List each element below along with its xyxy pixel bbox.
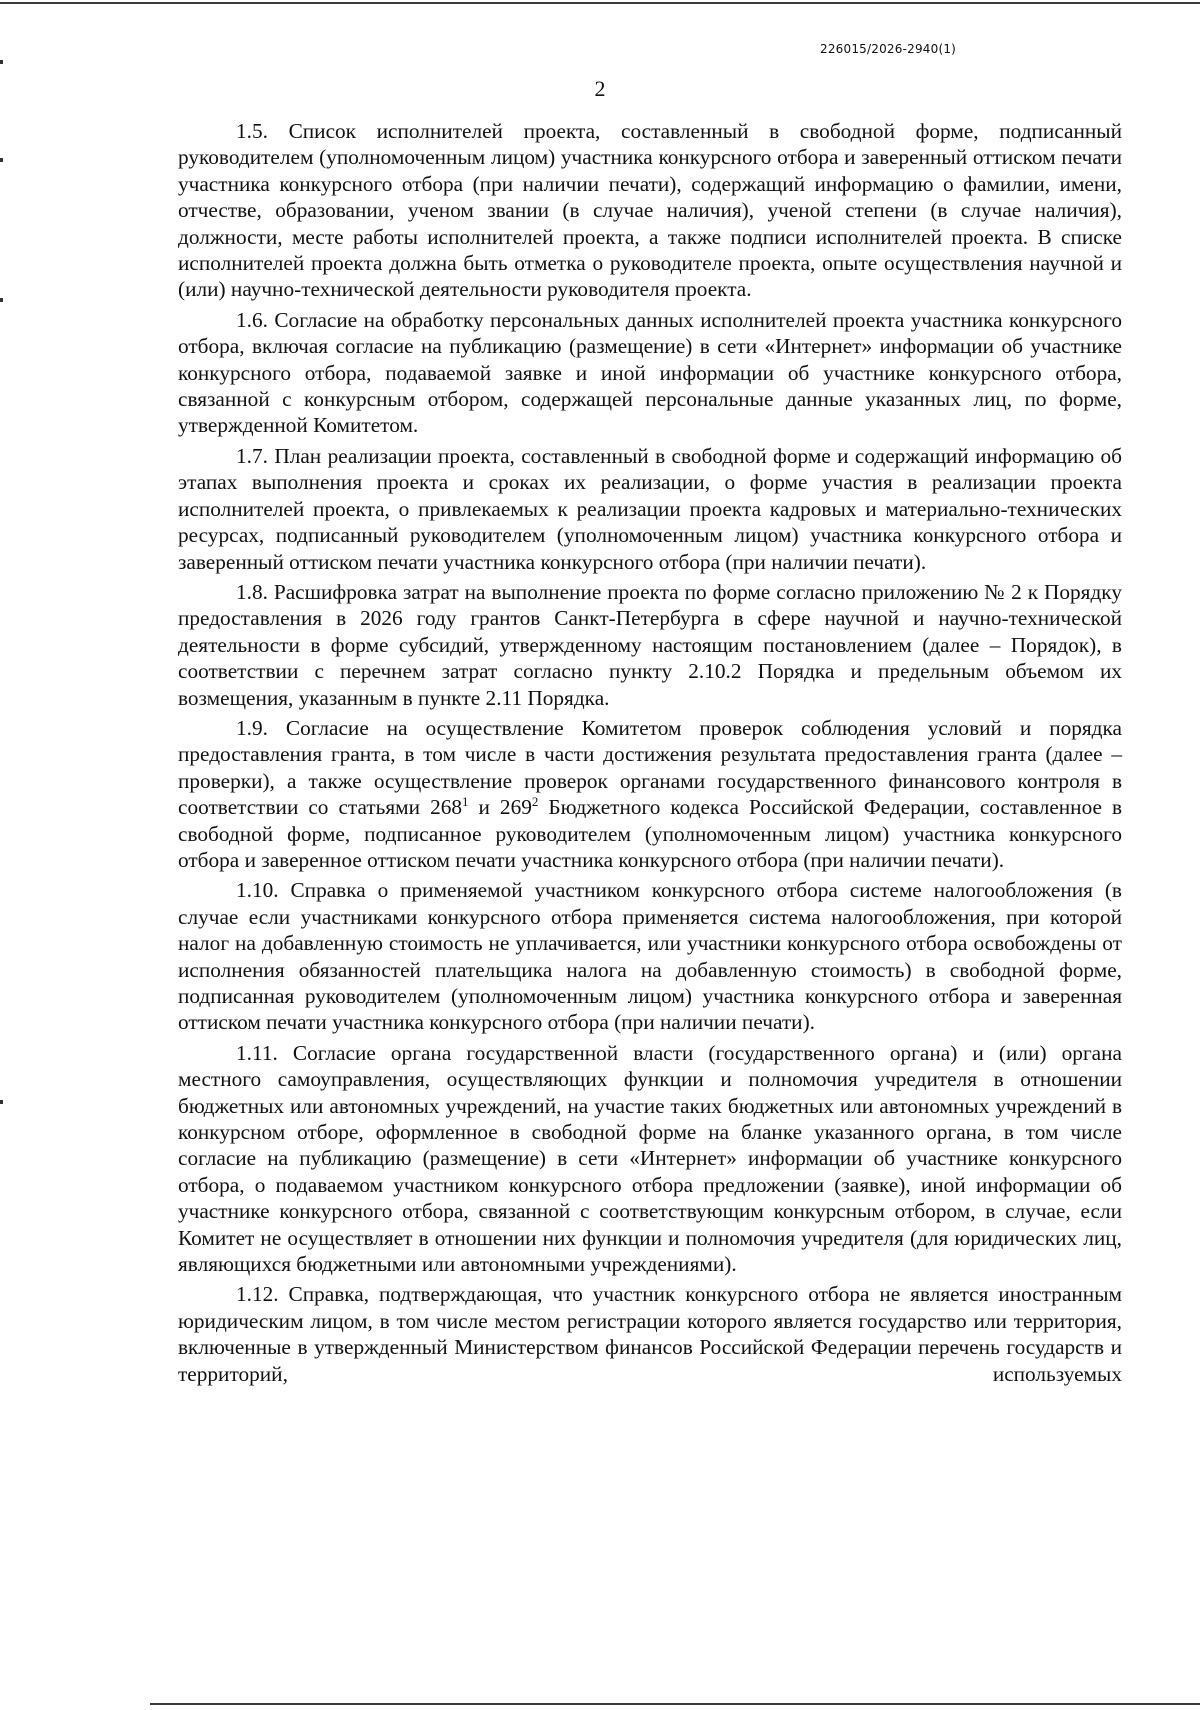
binding-mark	[0, 298, 3, 302]
superscript-1: 1	[462, 794, 469, 810]
paragraph-1-6: 1.6. Согласие на обработку персональных данных исполнителей проекта участника конкурсного отбора, включая согласие на публикацию (размещение) в сети «Интернет» информации об участнике конкурсного отбора, подаваемой заявке и иной информации об участнике конкурсного отбора, связанной с конкурсным отбором, содержащей персональные данные указанных лиц, по форме, утвержденной Комитетом.	[178, 307, 1122, 438]
paragraph-1-11: 1.11. Согласие органа государственной власти (государственного органа) и (или) органа местного самоуправления, осуществляющих функции и полномочия учредителя в отношении бюджетных или автономных учреждений, на участие таких бюджетных или автономных учреждений в конкурсном отборе, оформленное в свободной форме на бланке указанного органа, в том числе согласие на публикацию (размещение) в сети «Интернет» информации об участнике конкурсного отбора, о подаваемом участником конкурсного отбора предложении (заявке), иной информации об участнике конкурсного отбора, связанной с соответствующим конкурсным отбором, в случае, если Комитет не осуществляет в отношении них функции и полномочия учредителя (для юридических лиц, являющихся бюджетными или автономными учреждениями).	[178, 1040, 1122, 1277]
paragraph-1-9-part-b: и 269	[468, 795, 532, 820]
paragraph-1-12: 1.12. Справка, подтверждающая, что участник конкурсного отбора не является иностранным юридическим лицом, в том числе местом регистрации которого является государство или территория, включенные в утвержденный Министерством финансов Российской Федерации перечень государств и территорий, используемых	[178, 1282, 1122, 1386]
binding-mark	[0, 1100, 3, 1104]
paragraph-1-5: 1.5. Список исполнителей проекта, составленный в свободной форме, подписанный руководителем (уполномоченным лицом) участника конкурсного отбора и заверенный оттиском печати участника конкурсного отбора (при наличии печати), содержащий информацию о фамилии, имени, отчестве, образовании, ученом звании (в случае наличия), ученой степени (в случае наличия), должности, месте работы исполнителей проекта, а также подписи исполнителей проекта. В списке исполнителей проекта должна быть отметка о руководителе проекта, опыте осуществления научной и (или) научно-технической деятельности руководителя проекта.	[178, 119, 1122, 302]
paragraph-1-9-part-c: Бюджетного кодекса Российской Федерации, составленное в свободной форме, подписанное руководителем (уполномоченным лицом) участника конкурсного отбора и заверенное оттиском печати участника конкурсного отбора (при наличии печати).	[178, 795, 1122, 872]
paragraph-1-7: 1.7. План реализации проекта, составленный в свободной форме и содержащий информацию об этапах выполнения проекта и сроках их реализации, о форме участия в реализации проекта исполнителей проекта, о привлекаемых к реализации проекта кадровых и материально-технических ресурсах, подписанный руководителем (уполномоченным лицом) участника конкурсного отбора и заверенный оттиском печати участника конкурсного отбора (при наличии печати).	[178, 443, 1122, 574]
binding-mark	[0, 60, 3, 64]
registration-number: 226015/2026-2940(1)	[820, 42, 957, 56]
superscript-2: 2	[531, 794, 539, 810]
paragraph-1-9	[178, 715, 1122, 873]
page-number: 2	[594, 76, 606, 101]
paragraph-1-10: 1.10. Справка о применяемой участником конкурсного отбора системе налогообложения (в случае если участниками конкурсного отбора применяется система налогообложения, при которой налог на добавленную стоимость не уплачивается, или участники конкурсного отбора освобождены от исполнения обязанностей плательщика налога на добавленную стоимость) в свободной форме, подписанная руководителем (уполномоченным лицом) участника конкурсного отбора и заверенная оттиском печати участника конкурсного отбора (при наличии печати).	[178, 878, 1122, 1035]
paragraph-1-8: 1.8. Расшифровка затрат на выполнение проекта по форме согласно приложению № 2 к Порядку предоставления в 2026 году грантов Санкт-Петербурга в сфере научной и научно-технической деятельности в форме субсидий, утвержденному настоящим постановлением (далее – Порядок), в соответствии с перечнем затрат согласно пункту 2.10.2 Порядка и предельным объемом их возмещения, указанным в пункте 2.11 Порядка.	[178, 579, 1122, 710]
page-top-border	[0, 2, 1200, 4]
paragraph-1-9-part-a: 1.9. Согласие на осуществление Комитетом проверок соблюдения условий и порядка предоставления гранта, в том числе в части достижения результата предоставления гранта (далее – проверки), а также осуществление проверок органами государственного финансового контроля в соответствии со статьями 268	[178, 715, 1122, 820]
binding-mark	[0, 158, 3, 162]
document-body	[178, 118, 1122, 1387]
page-bottom-border	[150, 1703, 1200, 1705]
